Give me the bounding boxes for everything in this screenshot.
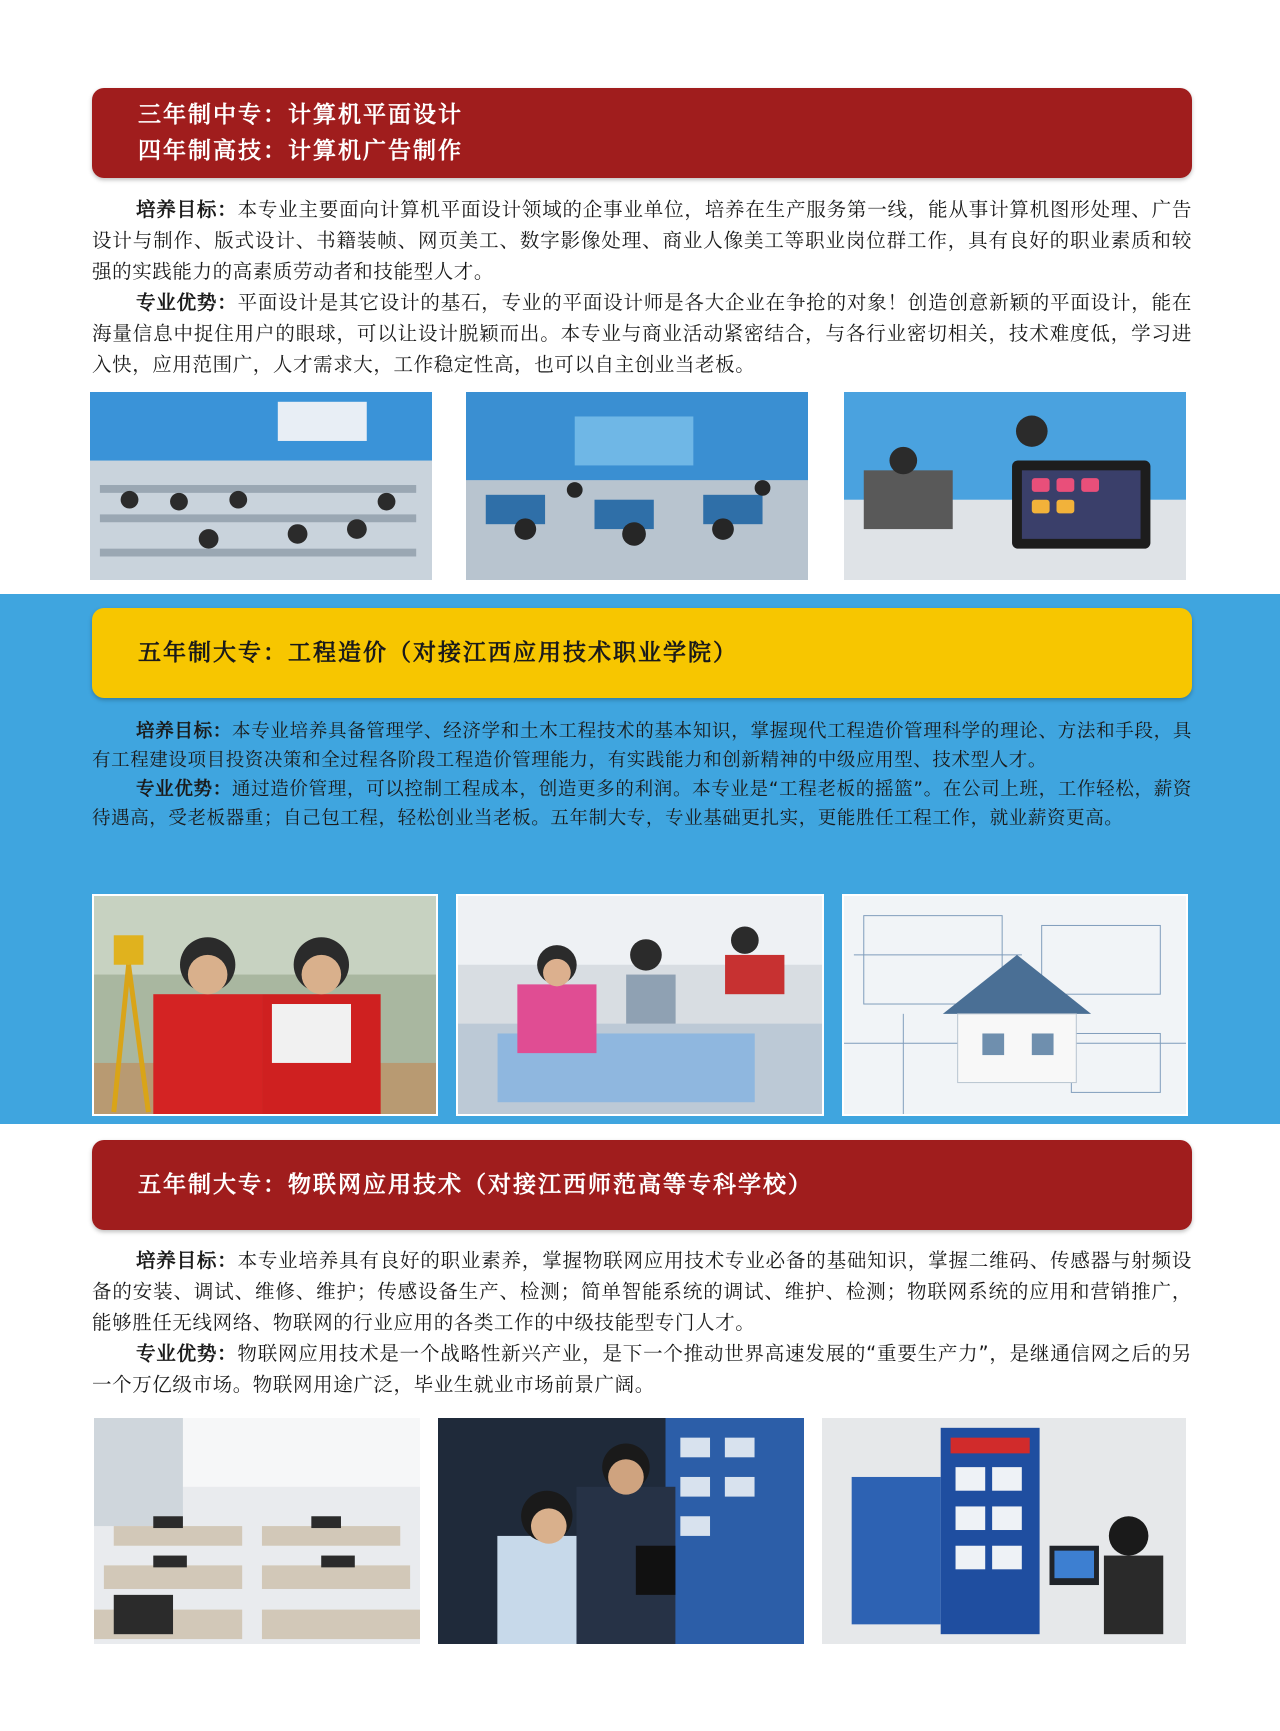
section-3-goal-text: 本专业培养具有良好的职业素养，掌握物联网应用技术专业必备的基础知识，掌握二维码、传感器与射频设备的安装、调试、维修、维护；传感设备生产、检测；简单智能系统的调试、维护、检测；物联网系统的应用和营销推广，能够胜任无线网络、物联网的行业应用的各类工作的中级技能型专门人才。 — [92, 1249, 1192, 1334]
section-3-advantage-paragraph — [92, 1338, 1192, 1400]
section-3-description — [92, 1245, 1192, 1400]
drafting-students-photo — [456, 894, 824, 1116]
computer-lab-photo-1 — [88, 390, 434, 582]
section-3-banner — [92, 1140, 1192, 1230]
section-2-advantage-text: 通过造价管理，可以控制工程成本，创造更多的利润。本专业是“工程老板的摇篮”。在公司上班，工作轻松，薪资待遇高，受老板器重；自己包工程，轻松创业当老板。五年制大专，专业基础更扎实，更能胜任工程工作，就业薪资更高。 — [92, 779, 1192, 829]
section-1-advantage-label: 专业优势： — [136, 291, 238, 314]
section-1-banner-line-1: 三年制中专：计算机平面设计 — [138, 102, 463, 128]
section-3-goal-paragraph — [92, 1245, 1192, 1338]
section-3-photo-row — [88, 1416, 1188, 1646]
teacher-student-lab-photo — [436, 1416, 806, 1646]
section-1-goal-paragraph — [92, 194, 1192, 287]
section-2-photo-row — [88, 894, 1188, 1116]
section-1-advantage-paragraph — [92, 287, 1192, 380]
section-2-advantage-paragraph — [92, 775, 1192, 833]
section-1-advantage-text: 平面设计是其它设计的基石，专业的平面设计师是各大企业在争抢的对象！创造创意新颖的平面设计，能在海量信息中捉住用户的眼球，可以让设计脱颖而出。本专业与商业活动紧密结合，与各行业密切相关，技术难度低，学习进入快，应用范围广，人才需求大，工作稳定性高，也可以自主创业当老板。 — [92, 291, 1192, 376]
section-3-goal-label: 培养目标： — [136, 1249, 238, 1272]
section-2-banner — [92, 608, 1192, 698]
section-3-advantage-label: 专业优势： — [136, 1342, 238, 1365]
section-2-goal-label: 培养目标： — [136, 721, 233, 742]
section-2-description — [92, 717, 1192, 833]
iot-training-cabinet-photo — [820, 1416, 1188, 1646]
section-1-description — [92, 194, 1192, 380]
section-1-banner-line-2: 四年制高技：计算机广告制作 — [138, 138, 463, 164]
surveying-students-photo — [92, 894, 438, 1116]
section-2-goal-paragraph — [92, 717, 1192, 775]
section-3-advantage-text: 物联网应用技术是一个战略性新兴产业，是下一个推动世界高速发展的“重要生产力”，是继通信网之后的另一个万亿级市场。物联网用途广泛，毕业生就业市场前景广阔。 — [92, 1342, 1192, 1396]
section-1-banner — [92, 88, 1192, 178]
empty-classroom-photo — [92, 1416, 422, 1646]
section-1-goal-text: 本专业主要面向计算机平面设计领域的企事业单位，培养在生产服务第一线，能从事计算机图形处理、广告设计与制作、版式设计、书籍装帧、网页美工、数字影像处理、商业人像美工等职业岗位群工作，具有良好的职业素质和较强的实践能力的高素质劳动者和技能型人才。 — [92, 198, 1192, 283]
house-blueprint-photo — [842, 894, 1188, 1116]
section-1-photo-row — [88, 390, 1188, 582]
section-1-goal-label: 培养目标： — [136, 198, 238, 221]
computer-lab-photo-2 — [464, 390, 810, 582]
student-tablet-photo — [842, 390, 1188, 582]
section-2-goal-text: 本专业培养具备管理学、经济学和土木工程技术的基本知识，掌握现代工程造价管理科学的理论、方法和手段，具有工程建设项目投资决策和全过程各阶段工程造价管理能力，有实践能力和创新精神的中级应用型、技术型人才。 — [92, 721, 1192, 771]
section-3-banner-line-1: 五年制大专：物联网应用技术（对接江西师范高等专科学校） — [138, 1172, 813, 1198]
section-2-banner-line-1: 五年制大专：工程造价（对接江西应用技术职业学院） — [138, 640, 738, 666]
section-2-advantage-label: 专业优势： — [136, 779, 232, 800]
